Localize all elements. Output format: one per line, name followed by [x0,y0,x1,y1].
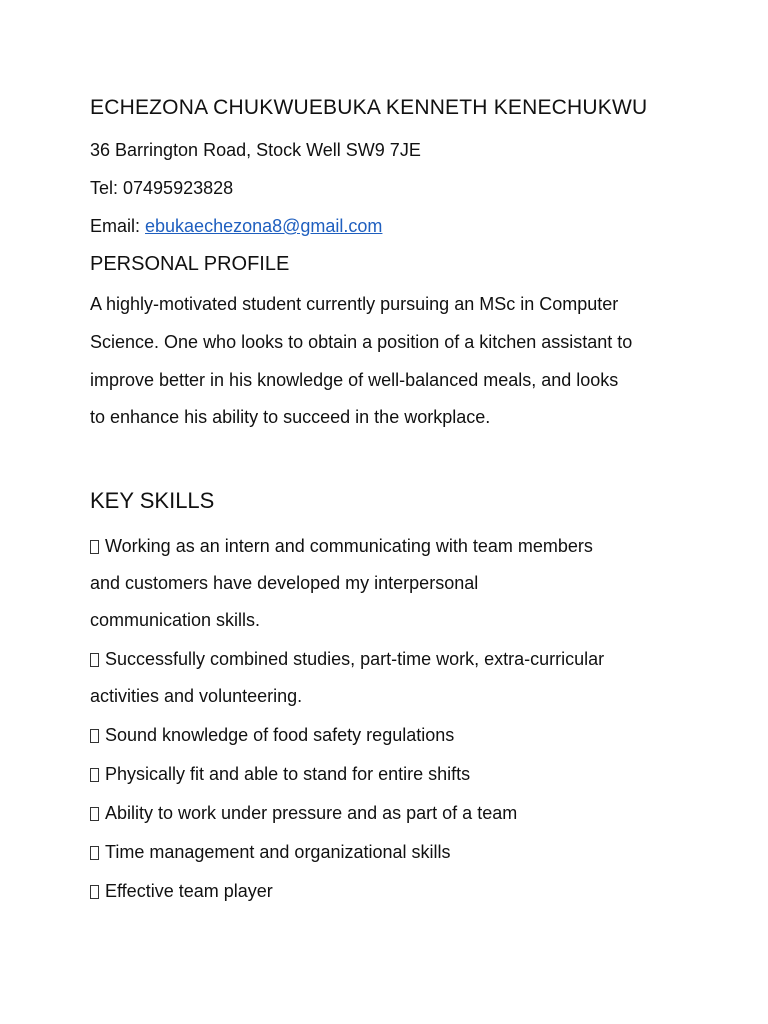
telephone-line [90,177,233,199]
address-line: 36 Barrington Road, Stock Well SW9 7JE [90,140,421,160]
skill-item [90,880,273,902]
email-line [90,215,382,237]
candidate-name: ECHEZONA CHUKWUEBUKA KENNETH KENECHUKWU [90,96,648,119]
key-skills-heading: KEY SKILLS [90,488,215,513]
skill-text: Physically fit and able to stand for entire shifts [105,764,471,784]
personal-profile-heading: PERSONAL PROFILE [90,253,290,275]
skill-text: Effective team player [105,881,273,901]
skill-text: Successfully combined studies, part-time work, extra-curricular [105,649,605,669]
skill-text: Ability to work under pressure and as part of a team [105,803,518,823]
skill-text: Time management and organizational skills [105,842,451,862]
profile-text-line: A highly-motivated student currently pursuing an MSc in Computer [90,294,619,314]
telephone-label: Tel: [90,178,124,198]
email-link[interactable]: ebukaechezona8@gmail.com [145,216,383,236]
skill-item [90,535,593,557]
profile-text-line: Science. One who looks to obtain a position of a kitchen assistant to [90,332,633,352]
skill-text: Working as an intern and communicating with team members [105,536,593,556]
skill-item [90,648,604,670]
email-label: Email: [90,216,146,236]
skill-item [90,763,470,785]
skill-text: Sound knowledge of food safety regulations [105,725,455,745]
skill-item [90,724,454,746]
telephone-value: 07495923828 [123,178,234,198]
skill-continuation-line: and customers have developed my interpersonal [90,573,479,593]
bullet-placeholder-icon [90,729,99,743]
profile-text-line: improve better in his knowledge of well-balanced meals, and looks [90,370,619,390]
skill-continuation-line: activities and volunteering. [90,686,303,706]
bullet-placeholder-icon [90,807,99,821]
skill-item [90,841,451,863]
bullet-placeholder-icon [90,885,99,899]
skill-item [90,802,517,824]
bullet-placeholder-icon [90,768,99,782]
bullet-placeholder-icon [90,540,99,554]
bullet-placeholder-icon [90,653,99,667]
bullet-placeholder-icon [90,846,99,860]
skill-continuation-line: communication skills. [90,610,261,630]
profile-text-line: to enhance his ability to succeed in the workplace. [90,407,491,427]
